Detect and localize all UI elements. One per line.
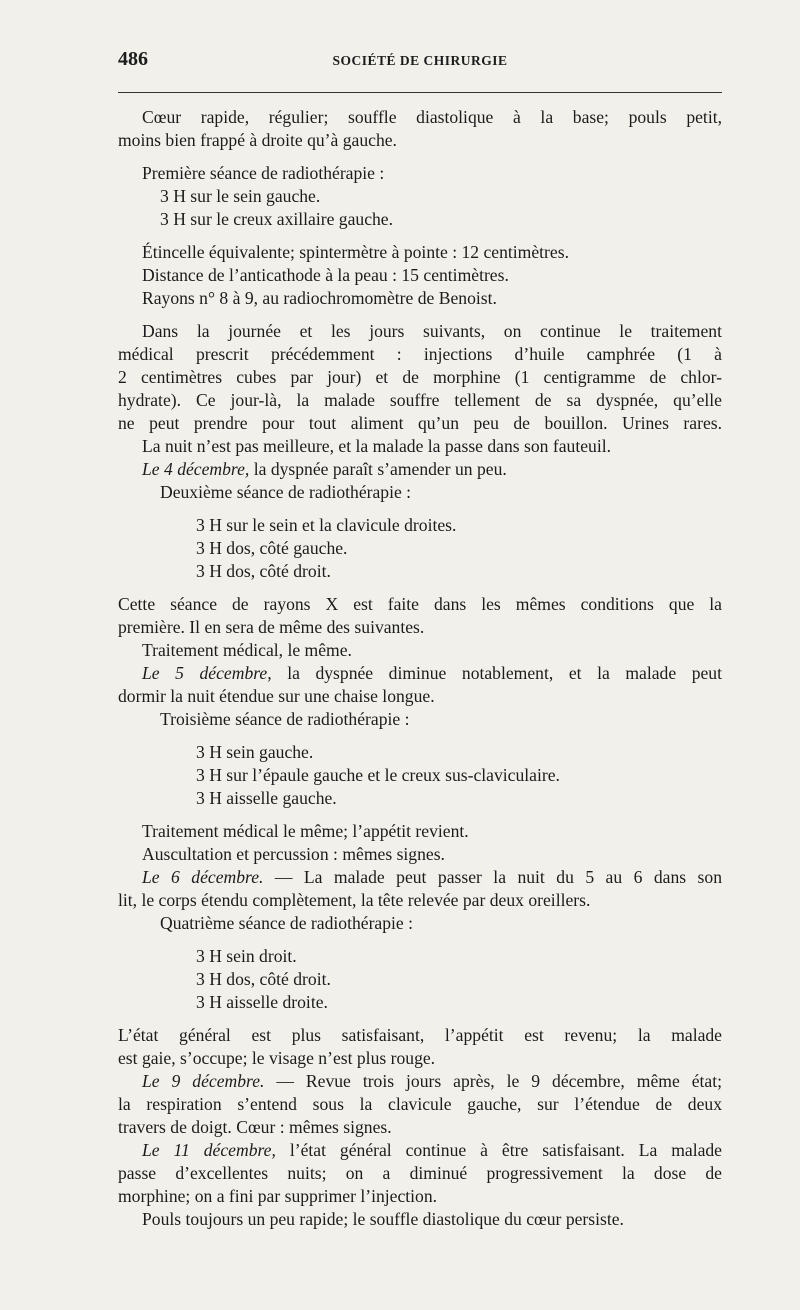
text-line: la respiration s’entend sous la clavicule gauche, sur l’étendue de deux [118,1094,722,1114]
session-2-item: 3 H sur le sein et la clavicule droites. [196,515,457,535]
text-line: la dyspnée paraît s’amender un peu. [249,459,507,479]
paragraph-heart [118,106,722,152]
session-4-title: Quatrième séance de radiothérapie : [160,913,414,933]
parameter-line: Rayons n° 8 à 9, au radiochromomètre de Benoist. [142,288,497,308]
date-label: Le 11 décembre, [142,1140,276,1160]
text-fragment: — La malade peut passer la nuit du 5 au 6 dans son [263,867,722,887]
text-line: Cette séance de rayons X est faite dans les mêmes conditions que la [118,594,722,614]
date-label: Le 9 décembre. [142,1071,265,1091]
text-line: moins bien frappé à droite qu’à gauche. [118,130,397,150]
page-body [118,106,722,1231]
date-label: Le 6 décembre. [142,867,264,887]
text-line: 2 centimètres cubes par jour) et de morphine (1 centigramme de chlor- [118,367,722,387]
text-line: morphine; on a fini par supprimer l’injection. [118,1186,438,1206]
text-fragment: l’état général continue à être satisfaisant. La malade [275,1140,722,1160]
header-rule [118,92,722,93]
session-4-item: 3 H sein droit. [196,946,297,966]
paragraph-dec-5 [118,662,722,708]
parameter-line: Étincelle équivalente; spintermètre à pointe : 12 centimètres. [142,242,569,262]
date-label: Le 5 décembre, [142,663,272,683]
text-line: hydrate). Ce jour-là, la malade souffre tellement de sa dyspnée, qu’elle [118,390,722,410]
text-line: médical prescrit précédemment : injections d’huile camphrée (1 à [118,344,722,364]
text-line: travers de doigt. Cœur : mêmes signes. [118,1117,392,1137]
session-1-item: 3 H sur le creux axillaire gauche. [160,209,394,229]
paragraph-auscultation: Auscultation et percussion : mêmes signes. [142,844,445,864]
running-title: SOCIÉTÉ DE CHIRURGIE [332,53,508,68]
text-line [118,1070,722,1093]
text-line: passe d’excellentes nuits; on a diminué progressivement la dose de [118,1163,722,1183]
text-line [118,1139,722,1162]
parameter-line: Distance de l’anticathode à la peau : 15 centimètres. [142,265,509,285]
date-label: Le 4 décembre, [142,459,250,479]
text-line: dormir la nuit étendue sur une chaise longue. [118,686,435,706]
text-line: première. Il en sera de même des suivantes. [118,617,425,637]
paragraph-night: La nuit n’est pas meilleure, et la malade la passe dans son fauteuil. [142,436,612,456]
paragraph-dec-4 [118,458,722,481]
text-line [118,662,722,685]
text-line: Dans la journée et les jours suivants, on continue le traitement [142,321,722,341]
session-4-item: 3 H dos, côté droit. [196,969,331,989]
paragraph-dec-9 [118,1070,722,1139]
session-3-item: 3 H sein gauche. [196,742,314,762]
page-number: 486 [118,48,148,70]
text-line [118,866,722,889]
paragraph-dec-11 [118,1139,722,1208]
paragraph-dec-6 [118,866,722,912]
text-line: est gaie, s’occupe; le visage n’est plus rouge. [118,1048,436,1068]
paragraph-conditions [118,593,722,639]
paragraph-pulse: Pouls toujours un peu rapide; le souffle diastolique du cœur persiste. [142,1209,624,1229]
paragraph-treatment [118,320,722,435]
paragraph-general-state [118,1024,722,1070]
session-3-title: Troisième séance de radiothérapie : [160,709,410,729]
session-2-item: 3 H dos, côté droit. [196,561,331,581]
session-3-item: 3 H sur l’épaule gauche et le creux sus-claviculaire. [196,765,560,785]
text-line: lit, le corps étendu complètement, la tête relevée par deux oreillers. [118,890,591,910]
session-1-item: 3 H sur le sein gauche. [160,186,321,206]
text-line: Cœur rapide, régulier; souffle diastolique à la base; pouls petit, [142,107,722,127]
text-fragment: la dyspnée diminue notablement, et la malade peut [271,663,722,683]
paragraph-appetite: Traitement médical le même; l’appétit revient. [142,821,469,841]
page-header [118,46,722,72]
session-1-title: Première séance de radiothérapie : [142,163,385,183]
text-line: L’état général est plus satisfaisant, l’appétit est revenu; la malade [118,1025,722,1045]
session-2-item: 3 H dos, côté gauche. [196,538,348,558]
text-line: ne peut prendre pour tout aliment qu’un peu de bouillon. Urines rares. [118,413,722,433]
session-4-item: 3 H aisselle droite. [196,992,328,1012]
paragraph-medical: Traitement médical, le même. [142,640,352,660]
text-fragment: — Revue trois jours après, le 9 décembre, même état; [264,1071,722,1091]
session-3-item: 3 H aisselle gauche. [196,788,337,808]
session-2-title: Deuxième séance de radiothérapie : [160,482,412,502]
